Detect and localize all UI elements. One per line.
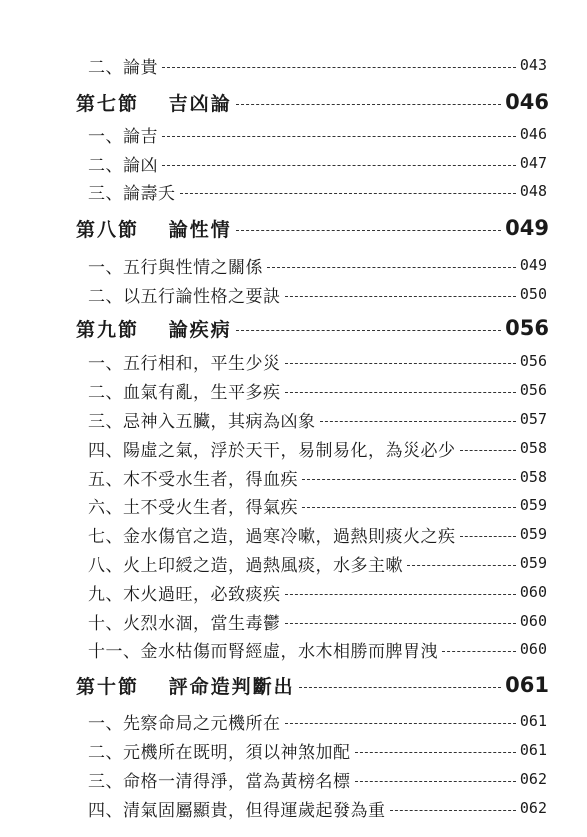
toc-page-number: 056 — [519, 352, 547, 370]
toc-leader — [162, 165, 516, 166]
toc-chapter-title: 第十節 評命造判斷出 — [76, 675, 295, 698]
toc-page-number: 059 — [519, 525, 547, 543]
toc-page-number: 061 — [519, 712, 547, 730]
toc-entry-title: 二、論凶 — [88, 155, 158, 176]
toc-chapter-title: 第八節 論性情 — [76, 218, 232, 241]
toc-entry — [0, 250, 587, 280]
toc-entry — [0, 119, 587, 149]
toc-entry-title: 二、以五行論性格之要訣 — [88, 286, 281, 307]
toc-page-number: 060 — [519, 612, 547, 630]
toc-entry — [0, 50, 587, 80]
toc-entry-title: 四、陽虛之氣，浮於天干，易制易化，為災必少 — [88, 440, 456, 461]
toc-entry-title: 七、金水傷官之造，過寒冷嗽，過熱則痰火之疾 — [88, 526, 456, 547]
toc-leader — [285, 392, 516, 393]
toc-page-number: 058 — [519, 468, 547, 486]
toc-entry-title: 一、五行與性情之關係 — [88, 257, 263, 278]
toc-entry-title: 一、先察命局之元機所在 — [88, 713, 281, 734]
toc-page-number: 061 — [519, 741, 547, 759]
toc-entry-title: 二、元機所在既明，須以神煞加配 — [88, 742, 351, 763]
toc-page-number: 059 — [519, 496, 547, 514]
toc-leader — [302, 479, 516, 480]
toc-leader — [407, 565, 516, 566]
toc-entry-title: 三、命格一清得淨，當為黃榜名標 — [88, 771, 351, 792]
toc-chapter — [0, 313, 587, 343]
toc-leader — [355, 781, 516, 782]
toc-leader — [285, 363, 516, 364]
toc-page-number: 056 — [519, 381, 547, 399]
toc-page-number: 062 — [519, 770, 547, 788]
toc-leader — [320, 421, 516, 422]
toc-entry — [0, 606, 587, 636]
toc-page-number: 058 — [519, 439, 547, 457]
toc-leader — [236, 330, 502, 331]
toc-leader — [180, 193, 516, 194]
toc-entry-title: 五、木不受水生者，得血疾 — [88, 469, 298, 490]
toc-chapter-title: 第九節 論疾病 — [76, 318, 232, 341]
toc-page-number: 050 — [519, 285, 547, 303]
toc-leader — [236, 230, 502, 231]
toc-entry — [0, 548, 587, 578]
toc-entry — [0, 148, 587, 178]
toc-chapter — [0, 87, 587, 117]
toc-leader — [285, 296, 516, 297]
toc-entry — [0, 346, 587, 376]
toc-entry-title: 一、五行相和，平生少災 — [88, 353, 281, 374]
toc-entry-title: 三、忌神入五臟，其病為凶象 — [88, 411, 316, 432]
toc-page-number: 047 — [519, 154, 547, 172]
toc-entry — [0, 433, 587, 463]
toc-leader — [285, 623, 516, 624]
toc-page-number: 046 — [505, 90, 549, 114]
toc-entry-title: 四、清氣固屬顯貴，但得運歲起發為重 — [88, 800, 386, 821]
toc-page-number: 056 — [505, 316, 549, 340]
toc-leader — [285, 723, 516, 724]
toc-leader — [236, 104, 502, 105]
toc-entry-title: 二、血氣有亂，生平多疾 — [88, 382, 281, 403]
toc-entry-title: 十一、金水枯傷而腎經虛，水木相勝而脾胃洩 — [88, 641, 438, 662]
toc-leader — [442, 651, 516, 652]
toc-entry-title: 六、土不受火生者，得氣疾 — [88, 497, 298, 518]
toc-chapter — [0, 670, 587, 700]
toc-entry — [0, 176, 587, 206]
toc-page-number: 057 — [519, 410, 547, 428]
toc-entry — [0, 462, 587, 492]
toc-entry — [0, 577, 587, 607]
toc-entry — [0, 764, 587, 794]
toc-page-number: 046 — [519, 125, 547, 143]
toc-leader — [162, 67, 516, 68]
toc-page-number: 059 — [519, 554, 547, 572]
toc-entry-title: 三、論壽夭 — [88, 183, 176, 204]
toc-entry — [0, 735, 587, 765]
toc-entry — [0, 404, 587, 434]
toc-chapter — [0, 213, 587, 243]
toc-entry-title: 八、火上印綬之造，過熱風痰，水多主嗽 — [88, 555, 403, 576]
toc-entry — [0, 279, 587, 309]
toc-entry — [0, 490, 587, 520]
toc-leader — [267, 267, 516, 268]
toc-entry-title: 一、論吉 — [88, 126, 158, 147]
toc-page-number: 062 — [519, 799, 547, 817]
toc-entry-title: 十、火烈水涸，當生毒鬱 — [88, 613, 281, 634]
toc-page-number: 049 — [519, 256, 547, 274]
toc-page-number: 043 — [519, 56, 547, 74]
toc-leader — [390, 810, 516, 811]
toc-page-number: 060 — [519, 583, 547, 601]
toc-leader — [299, 687, 502, 688]
toc-leader — [285, 594, 516, 595]
toc-leader — [460, 536, 516, 537]
toc-entry — [0, 519, 587, 549]
toc-page-number: 061 — [505, 673, 549, 697]
toc-entry — [0, 706, 587, 736]
toc-page-number: 048 — [519, 182, 547, 200]
toc-entry — [0, 634, 587, 664]
toc-leader — [355, 752, 516, 753]
toc-entry — [0, 375, 587, 405]
toc-leader — [460, 450, 516, 451]
toc-page-number: 060 — [519, 640, 547, 658]
toc-chapter-title: 第七節 吉凶論 — [76, 92, 232, 115]
toc-leader — [162, 136, 516, 137]
toc-page-number: 049 — [505, 216, 549, 240]
toc-entry-title: 二、論貴 — [88, 57, 158, 78]
toc-entry — [0, 793, 587, 823]
toc-entry-title: 九、木火過旺，必致痰疾 — [88, 584, 281, 605]
toc-leader — [302, 507, 516, 508]
